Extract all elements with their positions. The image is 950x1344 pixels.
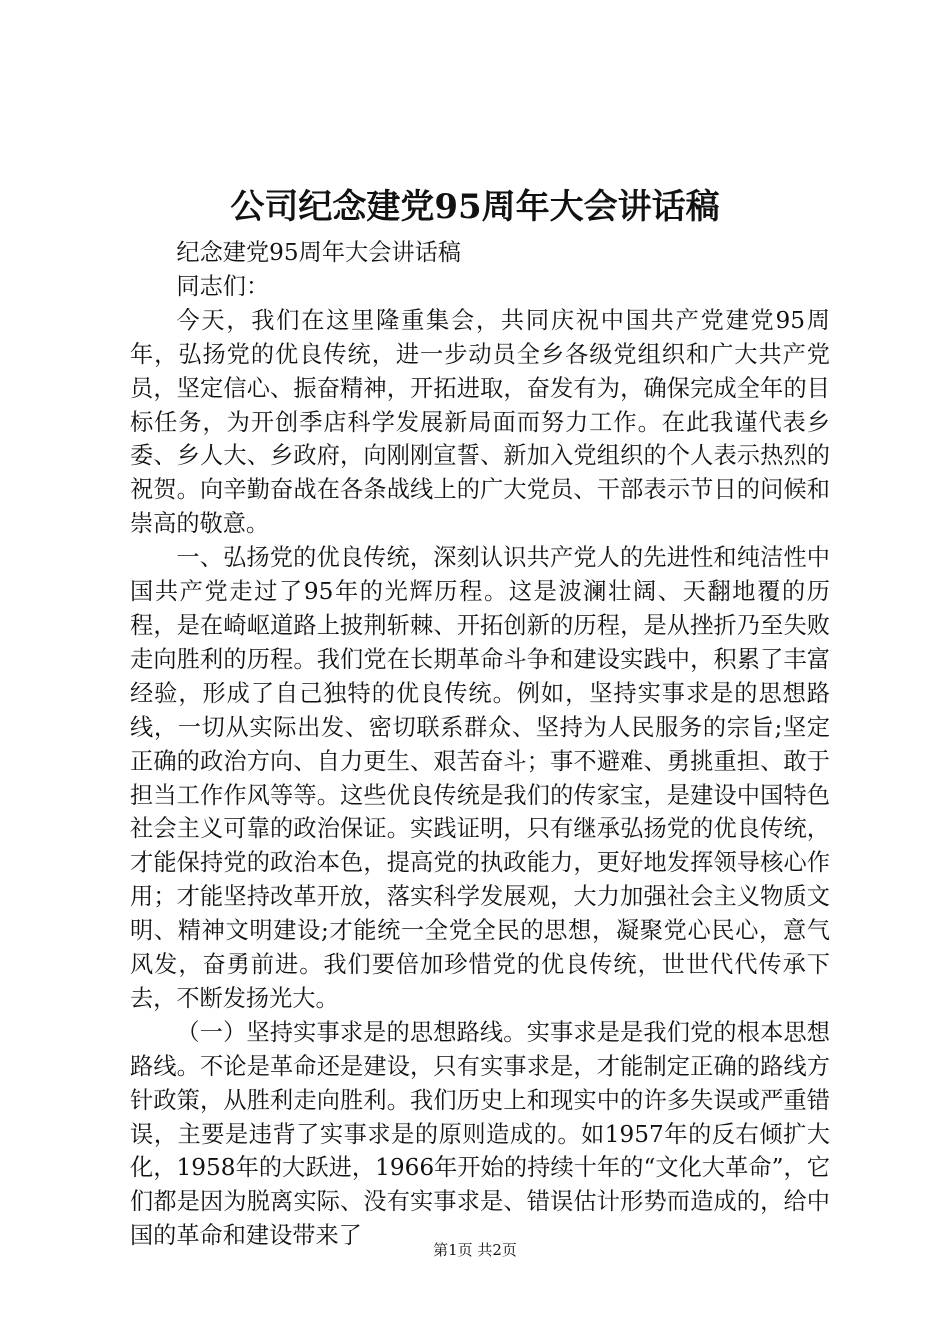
body-paragraph: 一、弘扬党的优良传统，深刻认识共产党人的先进性和纯洁性中国共产党走过了95年的光辉历程。这是波澜壮阔、天翻地覆的历程，是在崎岖道路上披荆斩棘、开拓创新的历程，是从挫折乃至失败走向胜利的历程。我们党在长期革命斗争和建设实践中，积累了丰富经验，形成了自己独特的优良传统。例如，坚持实事求是的思想路线，一切从实际出发、密切联系群众、坚持为人民服务的宗旨;坚定正确的政治方向、自力更生、艰苦奋斗；事不避难、勇挑重担、敢于担当工作作风等等。这些优良传统是我们的传家宝，是建设中国特色社会主义可靠的政治保证。实践证明，只有继承弘扬党的优良传统，才能保持党的政治本色，提高党的执政能力，更好地发挥领导核心作用；才能坚持改革开放，落实科学发展观，大力加强社会主义物质文明、精神文明建设;才能统一全党全民的思想，凝聚党心民心，意气风发，奋勇前进。我们要倍加珍惜党的优良传统，世世代代传承下去，不断发扬光大。 (130, 544, 830, 1012)
salutation-paragraph: 同志们： (176, 272, 270, 300)
subtitle-paragraph: 纪念建党95周年大会讲话稿 (176, 239, 461, 266)
body-paragraph: 今天，我们在这里隆重集会，共同庆祝中国共产党建党95周年，弘扬党的优良传统，进一步动员全乡各级党组织和广大共产党员，坚定信心、振奋精神，开拓进取，奋发有为，确保完成全年的目标任务，为开创季店科学发展新局面而努力工作。在此我谨代表乡委、乡人大、乡政府，向刚刚宣誓、新加入党组织的个人表示热烈的祝贺。向辛勤奋战在各条战线上的广大党员、干部表示节日的问候和崇高的敬意。 (130, 306, 830, 538)
body-paragraph: （一）坚持实事求是的思想路线。实事求是是我们党的根本思想路线。不论是革命还是建设，只有实事求是，才能制定正确的路线方针政策，从胜利走向胜利。我们历史上和现实中的许多失误或严重错误，主要是违背了实事求是的原则造成的。如1957年的反右倾扩大化，1958年的大跃进，1966年开始的持续十年的“文化大革命”，它们都是因为脱离实际、没有实事求是、错误估计形势而造成的，给中国的革命和建设带来了 (130, 1018, 830, 1250)
page-footer: 第1页 共2页 (433, 1241, 517, 1259)
document-body (130, 236, 830, 1253)
document-title: 公司纪念建党95周年大会讲话稿 (230, 187, 720, 227)
